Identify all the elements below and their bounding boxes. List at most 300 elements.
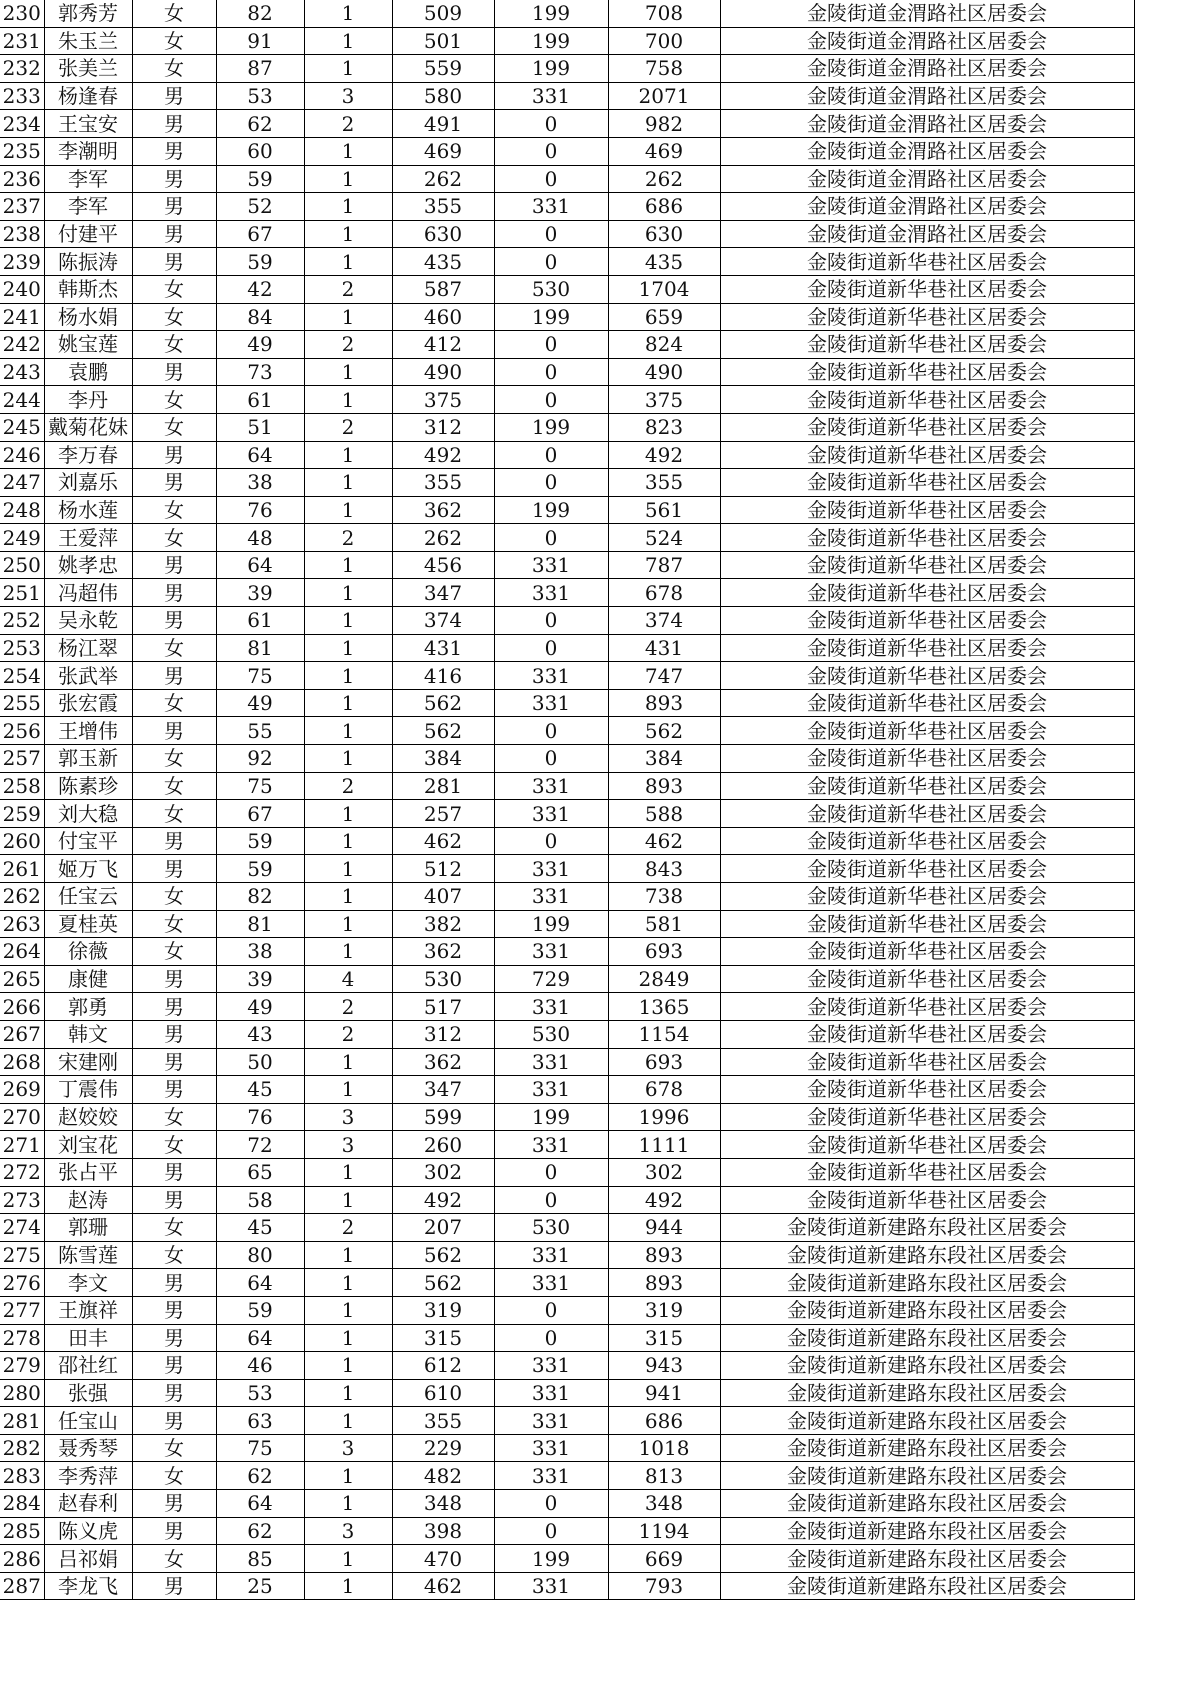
- amount-cell: 281: [392, 772, 494, 800]
- amount-cell: 491: [392, 110, 494, 138]
- age-cell: 64: [216, 1490, 304, 1518]
- age-cell: 53: [216, 82, 304, 110]
- community-cell: 金陵街道新华巷社区居委会: [720, 1158, 1134, 1186]
- name-cell: 丁震伟: [44, 1076, 132, 1104]
- amount-cell: 407: [392, 883, 494, 911]
- amount-cell: 355: [392, 469, 494, 497]
- table-row: [0, 827, 1134, 855]
- age-cell: 84: [216, 303, 304, 331]
- gender-cell: 女: [132, 689, 216, 717]
- age-cell: 48: [216, 524, 304, 552]
- count-cell: 3: [304, 82, 392, 110]
- total-cell: 659: [608, 303, 720, 331]
- total-cell: 893: [608, 689, 720, 717]
- count-cell: 2: [304, 275, 392, 303]
- amount-cell: 262: [392, 524, 494, 552]
- table-row: [0, 496, 1134, 524]
- amount-cell: 355: [392, 193, 494, 221]
- age-cell: 58: [216, 1186, 304, 1214]
- name-cell: 李丹: [44, 386, 132, 414]
- total-cell: 1194: [608, 1517, 720, 1545]
- subsidy-cell: 0: [494, 1296, 608, 1324]
- community-cell: 金陵街道新建路东段社区居委会: [720, 1352, 1134, 1380]
- total-cell: 678: [608, 1076, 720, 1104]
- name-cell: 杨水莲: [44, 496, 132, 524]
- table-row: [0, 800, 1134, 828]
- count-cell: 2: [304, 1214, 392, 1242]
- gender-cell: 女: [132, 1434, 216, 1462]
- age-cell: 39: [216, 579, 304, 607]
- subsidy-cell: 331: [494, 993, 608, 1021]
- age-cell: 64: [216, 551, 304, 579]
- amount-cell: 612: [392, 1352, 494, 1380]
- row-number: 257: [0, 745, 44, 773]
- row-number: 238: [0, 220, 44, 248]
- name-cell: 李龙飞: [44, 1572, 132, 1600]
- age-cell: 76: [216, 496, 304, 524]
- count-cell: 1: [304, 551, 392, 579]
- count-cell: 1: [304, 496, 392, 524]
- community-cell: 金陵街道新建路东段社区居委会: [720, 1462, 1134, 1490]
- subsidy-cell: 0: [494, 1490, 608, 1518]
- community-cell: 金陵街道新华巷社区居委会: [720, 303, 1134, 331]
- gender-cell: 男: [132, 82, 216, 110]
- amount-cell: 384: [392, 745, 494, 773]
- name-cell: 王宝安: [44, 110, 132, 138]
- age-cell: 67: [216, 800, 304, 828]
- row-number: 239: [0, 248, 44, 276]
- table-row: [0, 358, 1134, 386]
- amount-cell: 398: [392, 1517, 494, 1545]
- gender-cell: 女: [132, 634, 216, 662]
- amount-cell: 382: [392, 910, 494, 938]
- gender-cell: 女: [132, 27, 216, 55]
- table-row: [0, 1296, 1134, 1324]
- total-cell: 1154: [608, 1020, 720, 1048]
- count-cell: 1: [304, 1186, 392, 1214]
- age-cell: 76: [216, 1103, 304, 1131]
- row-number: 252: [0, 607, 44, 635]
- row-number: 267: [0, 1020, 44, 1048]
- amount-cell: 490: [392, 358, 494, 386]
- count-cell: 1: [304, 1296, 392, 1324]
- community-cell: 金陵街道新华巷社区居委会: [720, 689, 1134, 717]
- community-cell: 金陵街道新华巷社区居委会: [720, 441, 1134, 469]
- row-number: 282: [0, 1434, 44, 1462]
- total-cell: 630: [608, 220, 720, 248]
- amount-cell: 492: [392, 1186, 494, 1214]
- table-row: [0, 524, 1134, 552]
- row-number: 255: [0, 689, 44, 717]
- count-cell: 2: [304, 993, 392, 1021]
- row-number: 264: [0, 938, 44, 966]
- community-cell: 金陵街道新华巷社区居委会: [720, 551, 1134, 579]
- name-cell: 康健: [44, 965, 132, 993]
- total-cell: 982: [608, 110, 720, 138]
- amount-cell: 462: [392, 1572, 494, 1600]
- subsidy-cell: 0: [494, 165, 608, 193]
- table-row: [0, 331, 1134, 359]
- community-cell: 金陵街道新华巷社区居委会: [720, 1020, 1134, 1048]
- age-cell: 43: [216, 1020, 304, 1048]
- subsidy-cell: 199: [494, 303, 608, 331]
- age-cell: 75: [216, 662, 304, 690]
- table-row: [0, 1545, 1134, 1573]
- gender-cell: 男: [132, 1076, 216, 1104]
- row-number: 247: [0, 469, 44, 497]
- row-number: 268: [0, 1048, 44, 1076]
- name-cell: 李军: [44, 193, 132, 221]
- name-cell: 张宏霞: [44, 689, 132, 717]
- row-number: 241: [0, 303, 44, 331]
- age-cell: 62: [216, 110, 304, 138]
- community-cell: 金陵街道金渭路社区居委会: [720, 193, 1134, 221]
- age-cell: 61: [216, 607, 304, 635]
- count-cell: 1: [304, 689, 392, 717]
- amount-cell: 517: [392, 993, 494, 1021]
- community-cell: 金陵街道新华巷社区居委会: [720, 1076, 1134, 1104]
- name-cell: 王增伟: [44, 717, 132, 745]
- age-cell: 91: [216, 27, 304, 55]
- table-row: [0, 551, 1134, 579]
- age-cell: 62: [216, 1517, 304, 1545]
- subsidy-cell: 331: [494, 1434, 608, 1462]
- community-cell: 金陵街道金渭路社区居委会: [720, 220, 1134, 248]
- subsidy-cell: 0: [494, 358, 608, 386]
- age-cell: 64: [216, 1324, 304, 1352]
- name-cell: 王爱萍: [44, 524, 132, 552]
- row-number: 284: [0, 1490, 44, 1518]
- table-row: [0, 1076, 1134, 1104]
- row-number: 254: [0, 662, 44, 690]
- count-cell: 1: [304, 855, 392, 883]
- amount-cell: 501: [392, 27, 494, 55]
- row-number: 278: [0, 1324, 44, 1352]
- subsidy-cell: 199: [494, 413, 608, 441]
- name-cell: 姚孝忠: [44, 551, 132, 579]
- name-cell: 张强: [44, 1379, 132, 1407]
- total-cell: 492: [608, 441, 720, 469]
- name-cell: 姬万飞: [44, 855, 132, 883]
- name-cell: 郭玉新: [44, 745, 132, 773]
- table-row: [0, 717, 1134, 745]
- count-cell: 2: [304, 331, 392, 359]
- amount-cell: 462: [392, 827, 494, 855]
- gender-cell: 男: [132, 441, 216, 469]
- gender-cell: 男: [132, 1324, 216, 1352]
- count-cell: 1: [304, 220, 392, 248]
- age-cell: 85: [216, 1545, 304, 1573]
- table-row: [0, 634, 1134, 662]
- subsidy-cell: 331: [494, 772, 608, 800]
- table-row: [0, 1186, 1134, 1214]
- total-cell: 843: [608, 855, 720, 883]
- count-cell: 1: [304, 607, 392, 635]
- amount-cell: 260: [392, 1131, 494, 1159]
- table-row: [0, 303, 1134, 331]
- subsidy-cell: 0: [494, 220, 608, 248]
- table-row: [0, 993, 1134, 1021]
- amount-cell: 431: [392, 634, 494, 662]
- gender-cell: 男: [132, 1269, 216, 1297]
- subsidy-cell: 199: [494, 55, 608, 83]
- table-row: [0, 1048, 1134, 1076]
- total-cell: 738: [608, 883, 720, 911]
- subsidy-cell: 199: [494, 910, 608, 938]
- subsidy-cell: 199: [494, 1103, 608, 1131]
- row-number: 287: [0, 1572, 44, 1600]
- gender-cell: 男: [132, 1352, 216, 1380]
- amount-cell: 512: [392, 855, 494, 883]
- subsidy-cell: 199: [494, 1545, 608, 1573]
- total-cell: 1704: [608, 275, 720, 303]
- gender-cell: 男: [132, 193, 216, 221]
- community-cell: 金陵街道新华巷社区居委会: [720, 993, 1134, 1021]
- name-cell: 赵涛: [44, 1186, 132, 1214]
- total-cell: 1996: [608, 1103, 720, 1131]
- count-cell: 1: [304, 827, 392, 855]
- table-row: [0, 1490, 1134, 1518]
- name-cell: 付宝平: [44, 827, 132, 855]
- table-row: [0, 1214, 1134, 1242]
- total-cell: 315: [608, 1324, 720, 1352]
- community-cell: 金陵街道新建路东段社区居委会: [720, 1324, 1134, 1352]
- amount-cell: 610: [392, 1379, 494, 1407]
- gender-cell: 女: [132, 1131, 216, 1159]
- count-cell: 1: [304, 1407, 392, 1435]
- community-cell: 金陵街道新建路东段社区居委会: [720, 1379, 1134, 1407]
- age-cell: 64: [216, 1269, 304, 1297]
- table-row: [0, 165, 1134, 193]
- community-cell: 金陵街道新华巷社区居委会: [720, 965, 1134, 993]
- gender-cell: 女: [132, 524, 216, 552]
- table-row: [0, 193, 1134, 221]
- total-cell: 823: [608, 413, 720, 441]
- name-cell: 任宝云: [44, 883, 132, 911]
- community-cell: 金陵街道新建路东段社区居委会: [720, 1407, 1134, 1435]
- table-row: [0, 27, 1134, 55]
- subsidy-cell: 0: [494, 1324, 608, 1352]
- name-cell: 杨水娟: [44, 303, 132, 331]
- gender-cell: 男: [132, 1517, 216, 1545]
- table-row: [0, 1352, 1134, 1380]
- age-cell: 59: [216, 827, 304, 855]
- row-number: 256: [0, 717, 44, 745]
- community-cell: 金陵街道新华巷社区居委会: [720, 662, 1134, 690]
- subsidy-cell: 0: [494, 331, 608, 359]
- subsidy-cell: 331: [494, 855, 608, 883]
- amount-cell: 630: [392, 220, 494, 248]
- row-number: 237: [0, 193, 44, 221]
- total-cell: 302: [608, 1158, 720, 1186]
- total-cell: 893: [608, 772, 720, 800]
- table-row: [0, 1158, 1134, 1186]
- total-cell: 686: [608, 1407, 720, 1435]
- gender-cell: 女: [132, 1214, 216, 1242]
- gender-cell: 男: [132, 1572, 216, 1600]
- total-cell: 678: [608, 579, 720, 607]
- gender-cell: 男: [132, 220, 216, 248]
- amount-cell: 319: [392, 1296, 494, 1324]
- age-cell: 81: [216, 634, 304, 662]
- name-cell: 李潮明: [44, 137, 132, 165]
- count-cell: 2: [304, 524, 392, 552]
- gender-cell: 女: [132, 275, 216, 303]
- count-cell: 1: [304, 634, 392, 662]
- subsidy-cell: 331: [494, 1379, 608, 1407]
- table-row: [0, 855, 1134, 883]
- gender-cell: 男: [132, 248, 216, 276]
- subsidy-cell: 331: [494, 1048, 608, 1076]
- name-cell: 郭秀芳: [44, 0, 132, 27]
- amount-cell: 562: [392, 1269, 494, 1297]
- age-cell: 92: [216, 745, 304, 773]
- community-cell: 金陵街道新华巷社区居委会: [720, 524, 1134, 552]
- count-cell: 1: [304, 1545, 392, 1573]
- subsidy-cell: 331: [494, 551, 608, 579]
- count-cell: 1: [304, 1462, 392, 1490]
- gender-cell: 女: [132, 1462, 216, 1490]
- subsidy-cell: 0: [494, 1186, 608, 1214]
- count-cell: 1: [304, 0, 392, 27]
- total-cell: 813: [608, 1462, 720, 1490]
- count-cell: 2: [304, 772, 392, 800]
- age-cell: 46: [216, 1352, 304, 1380]
- amount-cell: 412: [392, 331, 494, 359]
- row-number: 248: [0, 496, 44, 524]
- gender-cell: 女: [132, 0, 216, 27]
- name-cell: 付建平: [44, 220, 132, 248]
- gender-cell: 男: [132, 965, 216, 993]
- row-number: 258: [0, 772, 44, 800]
- community-cell: 金陵街道金渭路社区居委会: [720, 110, 1134, 138]
- table-row: [0, 1407, 1134, 1435]
- age-cell: 87: [216, 55, 304, 83]
- count-cell: 1: [304, 441, 392, 469]
- total-cell: 708: [608, 0, 720, 27]
- count-cell: 1: [304, 248, 392, 276]
- age-cell: 25: [216, 1572, 304, 1600]
- age-cell: 59: [216, 1296, 304, 1324]
- count-cell: 1: [304, 910, 392, 938]
- row-number: 240: [0, 275, 44, 303]
- row-number: 231: [0, 27, 44, 55]
- total-cell: 893: [608, 1241, 720, 1269]
- subsidy-cell: 530: [494, 1020, 608, 1048]
- age-cell: 75: [216, 772, 304, 800]
- community-cell: 金陵街道新建路东段社区居委会: [720, 1517, 1134, 1545]
- amount-cell: 374: [392, 607, 494, 635]
- community-cell: 金陵街道金渭路社区居委会: [720, 82, 1134, 110]
- row-number: 281: [0, 1407, 44, 1435]
- age-cell: 81: [216, 910, 304, 938]
- count-cell: 1: [304, 27, 392, 55]
- community-cell: 金陵街道新华巷社区居委会: [720, 275, 1134, 303]
- subsidy-cell: 331: [494, 193, 608, 221]
- count-cell: 1: [304, 1158, 392, 1186]
- name-cell: 杨逢春: [44, 82, 132, 110]
- amount-cell: 302: [392, 1158, 494, 1186]
- name-cell: 郭珊: [44, 1214, 132, 1242]
- community-cell: 金陵街道新华巷社区居委会: [720, 717, 1134, 745]
- amount-cell: 562: [392, 689, 494, 717]
- row-number: 273: [0, 1186, 44, 1214]
- total-cell: 893: [608, 1269, 720, 1297]
- row-number: 244: [0, 386, 44, 414]
- table-row: [0, 1572, 1134, 1600]
- amount-cell: 312: [392, 1020, 494, 1048]
- name-cell: 姚宝莲: [44, 331, 132, 359]
- subsidy-cell: 0: [494, 634, 608, 662]
- count-cell: 1: [304, 1269, 392, 1297]
- community-cell: 金陵街道新建路东段社区居委会: [720, 1296, 1134, 1324]
- count-cell: 1: [304, 386, 392, 414]
- table-row: [0, 413, 1134, 441]
- community-cell: 金陵街道新华巷社区居委会: [720, 855, 1134, 883]
- count-cell: 1: [304, 1076, 392, 1104]
- subsidy-cell: 0: [494, 386, 608, 414]
- gender-cell: 女: [132, 883, 216, 911]
- gender-cell: 女: [132, 1545, 216, 1573]
- name-cell: 戴菊花妹: [44, 413, 132, 441]
- total-cell: 524: [608, 524, 720, 552]
- age-cell: 64: [216, 441, 304, 469]
- total-cell: 374: [608, 607, 720, 635]
- community-cell: 金陵街道新建路东段社区居委会: [720, 1434, 1134, 1462]
- row-number: 272: [0, 1158, 44, 1186]
- total-cell: 588: [608, 800, 720, 828]
- count-cell: 3: [304, 1131, 392, 1159]
- total-cell: 2849: [608, 965, 720, 993]
- table-row: [0, 82, 1134, 110]
- gender-cell: 女: [132, 745, 216, 773]
- age-cell: 55: [216, 717, 304, 745]
- community-cell: 金陵街道新建路东段社区居委会: [720, 1241, 1134, 1269]
- total-cell: 700: [608, 27, 720, 55]
- count-cell: 2: [304, 413, 392, 441]
- name-cell: 李万春: [44, 441, 132, 469]
- table-row: [0, 1269, 1134, 1297]
- count-cell: 3: [304, 1517, 392, 1545]
- community-cell: 金陵街道新华巷社区居委会: [720, 579, 1134, 607]
- community-cell: 金陵街道新华巷社区居委会: [720, 745, 1134, 773]
- subsidy-cell: 331: [494, 1462, 608, 1490]
- total-cell: 375: [608, 386, 720, 414]
- community-cell: 金陵街道新华巷社区居委会: [720, 1048, 1134, 1076]
- name-cell: 宋建刚: [44, 1048, 132, 1076]
- community-cell: 金陵街道新华巷社区居委会: [720, 413, 1134, 441]
- row-number: 243: [0, 358, 44, 386]
- age-cell: 52: [216, 193, 304, 221]
- amount-cell: 492: [392, 441, 494, 469]
- count-cell: 1: [304, 662, 392, 690]
- table-row: [0, 1379, 1134, 1407]
- table-row: [0, 1324, 1134, 1352]
- age-cell: 49: [216, 331, 304, 359]
- row-number: 246: [0, 441, 44, 469]
- row-number: 275: [0, 1241, 44, 1269]
- gender-cell: 男: [132, 1186, 216, 1214]
- table-row: [0, 1020, 1134, 1048]
- age-cell: 63: [216, 1407, 304, 1435]
- gender-cell: 女: [132, 938, 216, 966]
- age-cell: 67: [216, 220, 304, 248]
- gender-cell: 男: [132, 1407, 216, 1435]
- community-cell: 金陵街道新华巷社区居委会: [720, 358, 1134, 386]
- gender-cell: 男: [132, 607, 216, 635]
- subsidy-cell: 199: [494, 496, 608, 524]
- row-number: 269: [0, 1076, 44, 1104]
